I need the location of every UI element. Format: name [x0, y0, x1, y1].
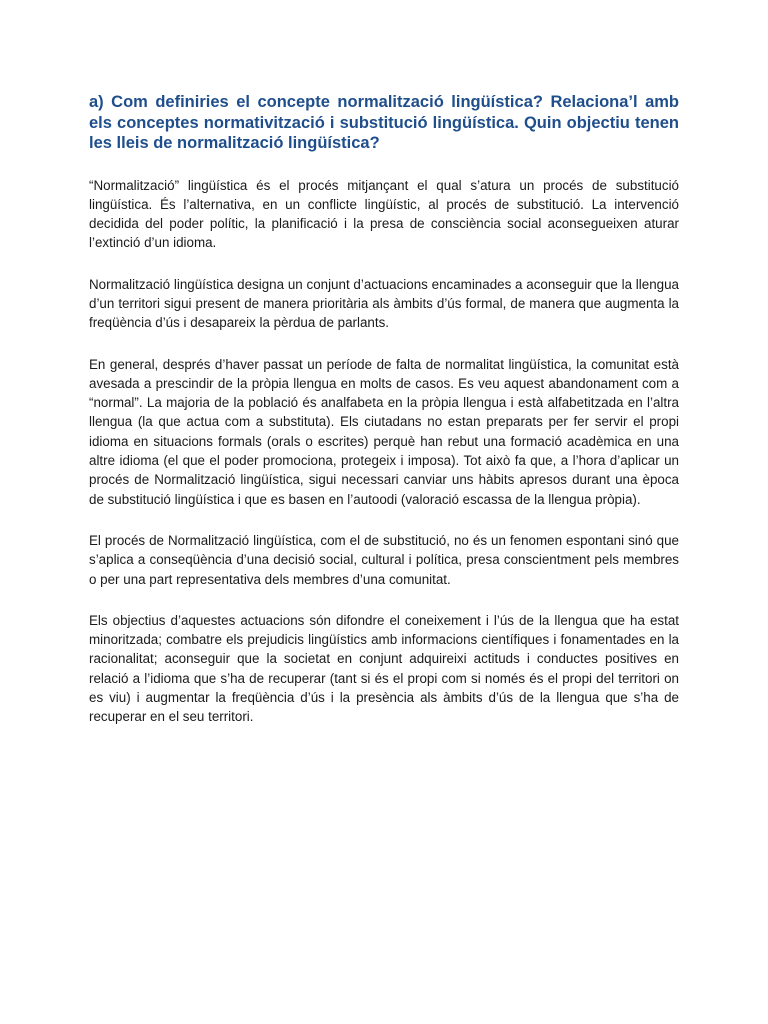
paragraph-definition: “Normalització” lingüística és el procés mitjançant el qual s’atura un procés de substitució lingüística. És l’alternativa, en un conflicte lingüístic, al procés de substitució. La intervenció decidida del poder polític, la planificació i la presa de consciència social aconsegueixen aturar l’extinció d’un idioma. [89, 177, 679, 251]
paragraph-process: El procés de Normalització lingüística, com el de substitució, no és un fenomen espontani sinó que s’aplica a conseqüència d’una decisió social, cultural i política, presa conscientment pels membres o per una part representativa dels membres d’una comunitat. [89, 532, 679, 587]
question-heading: a) Com definiries el concepte normalització lingüística? Relaciona’l amb els conceptes normativització i substitució lingüística. Quin objectiu tenen les lleis de normalització lingüística? [89, 93, 679, 152]
paragraph-context: En general, després d’haver passat un període de falta de normalitat lingüística, la comunitat està avesada a prescindir de la pròpia llengua en molts de casos. Es veu aquest abandonament com a “normal”. La majoria de la població és analfabeta en la pròpia llengua i està alfabetitzada en l’altra llengua (la que actua com a substituta). Els ciutadans no estan preparats per fer servir el propi idioma en situacions formals (orals o escrites) perquè han rebut una formació acadèmica en una altre idioma (el que el poder promociona, protegeix i imposa). Tot això fa que, a l’hora d’aplicar un procés de Normalització lingüística, sigui necessari canviar uns hàbits apresos durant una època de substitució lingüística i que es basen en l’autoodi (valoració escassa de la llengua pròpia). [89, 356, 679, 507]
paragraph-objectives: Els objectius d’aquestes actuacions són difondre el coneixement i l’ús de la llengua que ha estat minoritzada; combatre els prejudicis lingüístics amb informacions científiques i fonamentades en la racionalitat; aconseguir que la societat en conjunt adquireixi actituds i conductes positives en relació a l’idioma que s’ha de recuperar (tant si és el propi com si només és el propi del territori on es viu) i augmentar la freqüència d’ús i la presència als àmbits d’ús de la llengua que s’ha de recuperar en el seu territori. [89, 612, 679, 725]
document-content [89, 92, 679, 749]
paragraph-actions: Normalització lingüística designa un conjunt d’actuacions encaminades a aconseguir que la llengua d’un territori sigui present de manera prioritària als àmbits d’ús formal, de manera que augmenta la freqüència d’ús i desapareix la pèrdua de parlants. [89, 276, 679, 331]
